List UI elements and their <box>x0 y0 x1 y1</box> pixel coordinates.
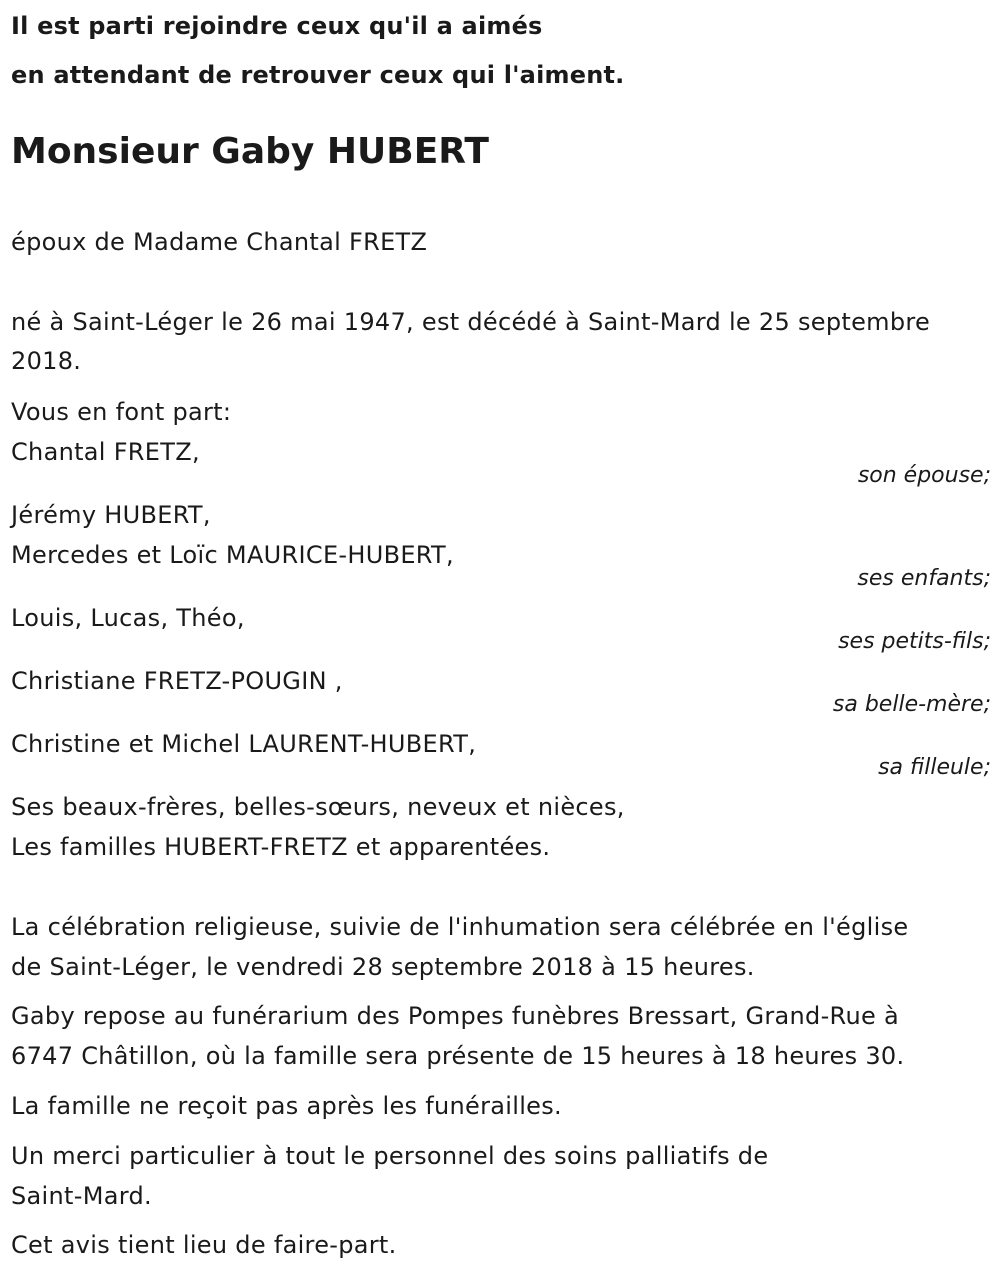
funeral-home-line-1: Gaby repose au funérarium des Pompes funèbres Bressart, Grand-Rue à <box>11 1002 899 1030</box>
no-reception-line: La famille ne reçoit pas après les funérailles. <box>11 1092 562 1120</box>
announcement-intro: Vous en font part: <box>11 398 232 426</box>
family-relation: ses petits-fils; <box>838 629 991 654</box>
quote-line-1: Il est parti rejoindre ceux qu'il a aimés <box>11 12 543 40</box>
family-relation: ses enfants; <box>857 566 991 591</box>
birth-death-line-1: né à Saint-Léger le 26 mai 1947, est décédé à Saint-Mard le 25 septembre <box>11 308 931 336</box>
deceased-name: Monsieur Gaby HUBERT <box>11 131 489 172</box>
family-member-name: Louis, Lucas, Théo, <box>11 604 245 632</box>
thanks-line-2: Saint-Mard. <box>11 1182 152 1210</box>
family-member-name: Christiane FRETZ-POUGIN , <box>11 667 343 695</box>
family-member-name: Chantal FRETZ, <box>11 438 200 466</box>
spouse-line: époux de Madame Chantal FRETZ <box>11 228 428 256</box>
extended-family-line: Les familles HUBERT-FRETZ et apparentées. <box>11 833 551 861</box>
family-relation: sa filleule; <box>878 755 991 780</box>
family-member-name: Mercedes et Loïc MAURICE-HUBERT, <box>11 541 454 569</box>
quote-line-2: en attendant de retrouver ceux qui l'aiment. <box>11 61 625 89</box>
birth-death-line-2: 2018. <box>11 347 82 375</box>
family-relation: sa belle-mère; <box>832 692 991 717</box>
thanks-line-1: Un merci particulier à tout le personnel des soins palliatifs de <box>11 1142 769 1170</box>
family-member-name: Christine et Michel LAURENT-HUBERT, <box>11 730 477 758</box>
extended-family-line: Ses beaux-frères, belles-sœurs, neveux et nièces, <box>11 793 625 821</box>
celebration-line-2: de Saint-Léger, le vendredi 28 septembre 2018 à 15 heures. <box>11 953 755 981</box>
funeral-home-line-2: 6747 Châtillon, où la famille sera présente de 15 heures à 18 heures 30. <box>11 1042 905 1070</box>
family-member-name: Jérémy HUBERT, <box>11 501 211 529</box>
notice-line: Cet avis tient lieu de faire-part. <box>11 1231 397 1259</box>
celebration-line-1: La célébration religieuse, suivie de l'inhumation sera célébrée en l'église <box>11 913 909 941</box>
family-relation: son épouse; <box>857 463 991 488</box>
